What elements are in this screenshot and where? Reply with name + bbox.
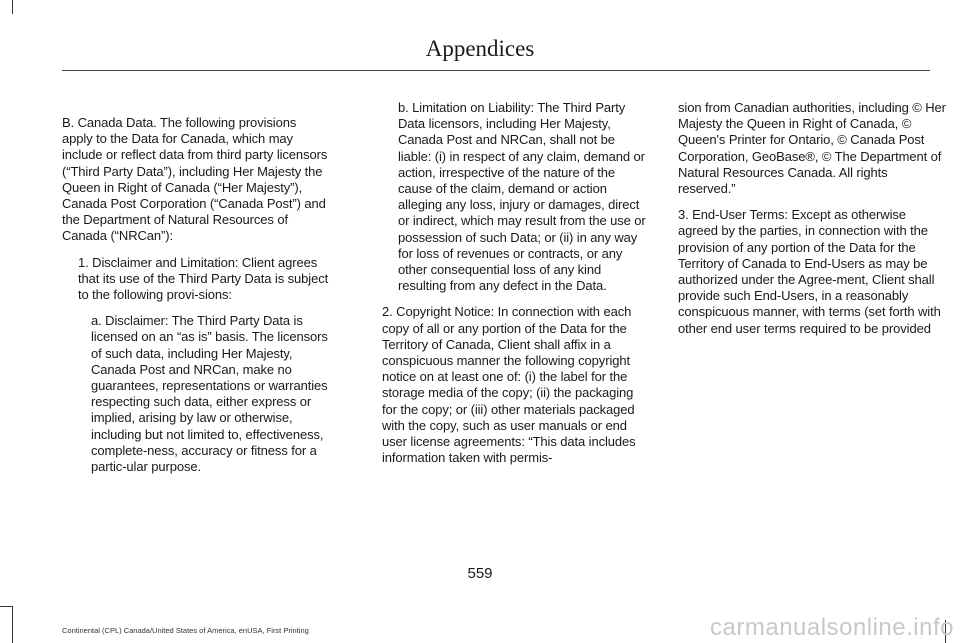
paragraph-disclaimer-limitation: 1. Disclaimer and Limitation: Client agrees that its use of the Third Party Data is subject to the following provi-sions:: [78, 254, 329, 303]
header-divider: [62, 70, 930, 71]
page-title: Appendices: [425, 36, 535, 61]
paragraph-disclaimer: a. Disclaimer: The Third Party Data is licensed on an “as is” basis. The licensors of such data, including Her Majesty, Canada Post and NRCan, make no guarantees, representations or warranties respecting such data, either express or implied, arising by law or otherwise, including but not limited to, effectiveness, complete-ness, accuracy or fitness for a partic-ular purpose.: [91, 313, 328, 475]
paragraph-copyright-notice: 2. Copyright Notice: In connection with each copy of all or any portion of the Data for the Territory of Canada, Client shall affix in a conspicuous manner the following copyright notice on at least one of: (i) the label for the storage media of the copy; (ii) the packaging for the copy; or (iii) other materials packaged with the copy, such as user manuals or end user license agreements: “This data includes information taken with permis-: [382, 304, 636, 466]
footer-text: Continental (CPL) Canada/United States of America, enUSA, First Printing: [62, 626, 309, 635]
crop-mark-bottom-left-h: [0, 606, 13, 607]
paragraph-limitation-liability: b. Limitation on Liability: The Third Party Data licensors, including Her Majesty, Canada Post and NRCan, shall not be liable: (i) in respect of any claim, demand or action, irrespective of the nature of the cause of the claim, demand or action alleging any loss, injury or damages, direct or indirect, which may result from the use or possession of such Data; or (ii) in any way for loss of revenues or contracts, or any other consequential loss of any kind resulting from any defect in the Data.: [398, 100, 646, 294]
column-2: [382, 100, 650, 476]
crop-mark-bottom-left-v: [12, 606, 13, 643]
watermark: carmanualsonline.info: [710, 614, 954, 641]
column-3: [678, 100, 946, 347]
page-number: 559: [467, 565, 493, 582]
crop-mark-top-left: [12, 0, 13, 14]
column-1: [62, 115, 330, 485]
paragraph-copyright-continued: sion from Canadian authorities, including © Her Majesty the Queen in Right of Canada, © Queen's Printer for Ontario, © Canada Post Corporation, GeoBase®, © The Department of Natural Resources Canada. All rights reserved.”: [678, 100, 946, 197]
paragraph-canada-data: B. Canada Data. The following provisions apply to the Data for Canada, which may include or reflect data from third party licensors (“Third Party Data”), including Her Majesty the Queen in Right of Canada (“Her Majesty”), Canada Post Corporation (“Canada Post”) and the Department of Natural Resources of Canada (“NRCan”):: [62, 115, 328, 244]
paragraph-end-user-terms: 3. End-User Terms: Except as otherwise agreed by the parties, in connection with the provision of any portion of the Data for the Territory of Canada to End-Users as may be authorized under the Agree-ment, Client shall provide such End-Users, in a reasonably conspicuous manner, with terms (set forth with other end user terms required to be provided: [678, 207, 941, 336]
